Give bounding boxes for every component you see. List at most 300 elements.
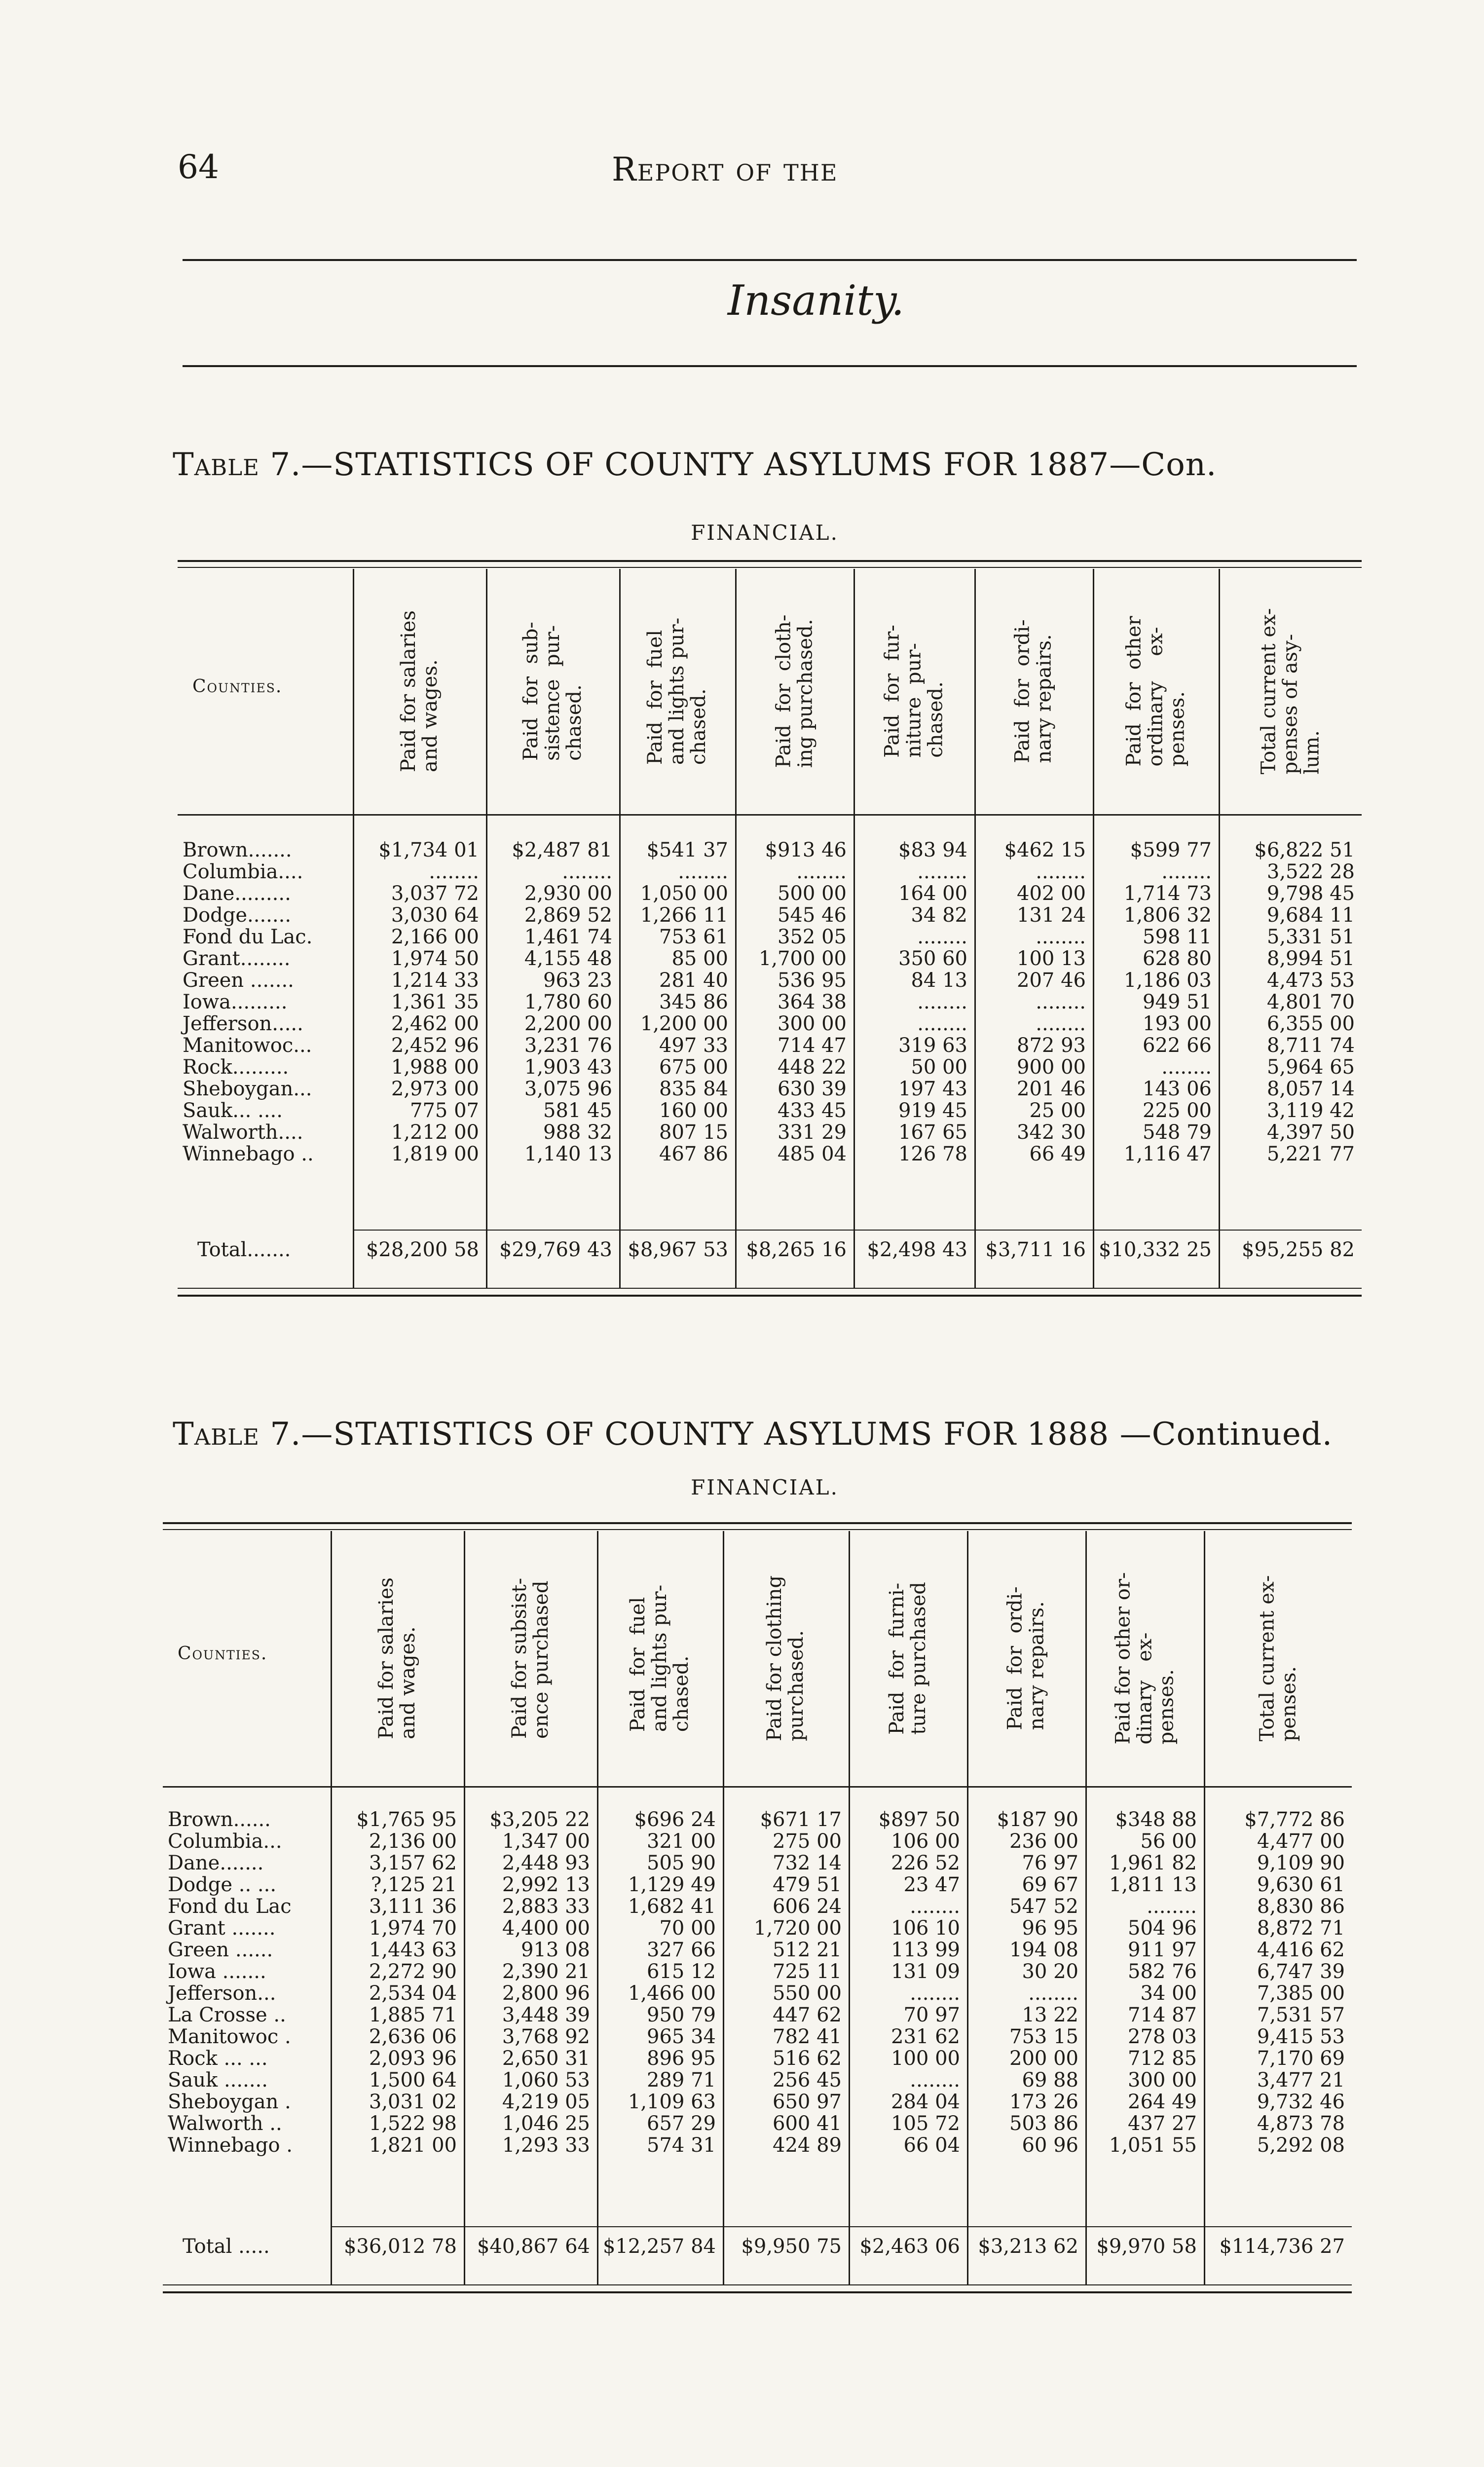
table1-row-value: 364 38: [778, 991, 847, 1013]
table2-row-value: 1,961 82: [1109, 1852, 1197, 1874]
table1-row-value: 1,050 00: [640, 882, 728, 905]
table2-row-value: 3,477 21: [1257, 2069, 1345, 2092]
table1-row-value: 3,075 96: [524, 1078, 612, 1100]
table2-bottom-rule: [163, 2284, 1352, 2285]
table1-row-value: ........: [917, 991, 967, 1013]
table2-row-value: 615 12: [647, 1960, 716, 1983]
table1-row-value: 4,397 50: [1266, 1121, 1355, 1144]
table2-row-value: 105 72: [891, 2112, 960, 2135]
table1-top-rule-2: [178, 567, 1362, 568]
table1-row-county: Green .......: [183, 969, 294, 992]
table1-column-header-text: Paid for fur- niture pur- chased.: [881, 624, 947, 758]
table1-row-value: 675 00: [659, 1056, 728, 1079]
table1-row-value: 988 32: [543, 1121, 612, 1144]
table1-column-header-text: Paid for cloth- ing purchased.: [772, 614, 817, 768]
table2-title-rest: —STATISTICS OF COUNTY ASYLUMS FOR 1888 —Continued.: [301, 1416, 1333, 1453]
table2-row-county: Sauk .......: [168, 2069, 268, 2092]
table2-row-value: 512 21: [773, 1939, 842, 1961]
table2-row-value: 2,534 04: [369, 1982, 457, 2005]
table2-row-value: $348 88: [1115, 1808, 1197, 1831]
table1-column-header-text: Paid for other ordinary ex- penses.: [1122, 616, 1189, 766]
table1-row-value: ........: [429, 860, 479, 883]
table1-row-value: 126 78: [898, 1143, 967, 1165]
table1-row-value: ........: [917, 1012, 967, 1035]
table1-total-value: $2,498 43: [867, 1238, 967, 1261]
table1-row-value: 4,473 53: [1266, 969, 1355, 992]
table2-column-header: [967, 1532, 1085, 1784]
table1-row-value: $462 15: [1004, 839, 1086, 861]
table2-row-value: 2,883 33: [502, 1895, 590, 1918]
table2-row-value: 194 08: [1009, 1939, 1078, 1961]
table2-row-value: 1,060 53: [502, 2069, 590, 2092]
table1-row-value: 2,462 00: [391, 1012, 479, 1035]
table2-total-value: $3,213 62: [978, 2235, 1078, 2258]
table2-row-county: Rock ... ...: [168, 2047, 268, 2070]
table2-row-county: Sheboygan .: [168, 2091, 291, 2113]
table2-row-value: 9,109 90: [1257, 1852, 1345, 1874]
table1-row-county: Winnebago ..: [183, 1143, 314, 1165]
table2-row-value: 547 52: [1009, 1895, 1078, 1918]
table1-row-value: $6,822 51: [1254, 839, 1355, 861]
table1-row-county: Manitowoc...: [183, 1034, 312, 1057]
table2-row-value: 76 97: [1022, 1852, 1078, 1874]
table1-row-value: 319 63: [898, 1034, 967, 1057]
table1-row-value: 1,200 00: [640, 1012, 728, 1035]
table1-row-value: 628 80: [1143, 947, 1212, 970]
table1-row-value: 753 61: [659, 926, 728, 948]
table2-total-value: $9,950 75: [741, 2235, 842, 2258]
table1-row-value: 872 93: [1017, 1034, 1086, 1057]
table2-row-value: 13 22: [1022, 2004, 1078, 2026]
table1-row-value: 448 22: [778, 1056, 847, 1079]
table2-column-header-text: Paid for salaries and wages.: [375, 1577, 419, 1739]
table2-row-value: 3,031 02: [369, 2091, 457, 2113]
table1-row-value: 3,119 42: [1266, 1099, 1355, 1122]
table1-row-value: 1,186 03: [1123, 969, 1212, 992]
table2-row-value: 23 47: [903, 1873, 960, 1896]
table2-row-county: Winnebago .: [168, 2134, 293, 2157]
table1-row-value: 25 00: [1029, 1099, 1086, 1122]
table2-column-header-text: Paid for fuel and lights pur- chased.: [627, 1584, 693, 1732]
table2-row-county: Iowa .......: [168, 1960, 266, 1983]
table1-row-value: 1,780 60: [524, 991, 612, 1013]
table2-row-value: 504 96: [1128, 1917, 1197, 1940]
table1-row-value: 8,994 51: [1266, 947, 1355, 970]
table1-row-value: $1,734 01: [378, 839, 479, 861]
table1-header-rule: [178, 814, 1362, 816]
table1-row-value: 1,988 00: [391, 1056, 479, 1079]
table2-row-value: 1,129 49: [628, 1873, 716, 1896]
table2-total-value: $2,463 06: [859, 2235, 960, 2258]
table1-row-value: 1,819 00: [391, 1143, 479, 1165]
table1-row-value: 485 04: [778, 1143, 847, 1165]
table2-row-value: 4,400 00: [502, 1917, 590, 1940]
table2-row-county: Grant .......: [168, 1917, 276, 1940]
table1-row-value: 1,700 00: [758, 947, 847, 970]
table2-total-value: $9,970 58: [1096, 2235, 1197, 2258]
table1-column-header-text: Paid for ordi- nary repairs.: [1011, 619, 1056, 763]
table1-row-value: 581 45: [543, 1099, 612, 1122]
table1-row-value: 775 07: [410, 1099, 479, 1122]
table2-row-value: 8,830 86: [1257, 1895, 1345, 1918]
table2-row-value: $671 17: [760, 1808, 842, 1831]
table2-row-value: 574 31: [647, 2134, 716, 2157]
table2-row-value: 1,885 71: [369, 2004, 457, 2026]
table2-column-header-text: Total current ex- penses.: [1256, 1575, 1300, 1741]
table2-row-value: 650 97: [773, 2091, 842, 2113]
table1-row-county: Dane.........: [183, 882, 291, 905]
table2-row-county: La Crosse ..: [168, 2004, 286, 2026]
table1-row-county: Jefferson.....: [183, 1012, 303, 1035]
table1-row-value: 545 46: [778, 904, 847, 927]
table2-row-value: ........: [910, 1982, 960, 2005]
table2-row-value: 2,272 90: [369, 1960, 457, 1983]
table2-counties-header: Counties.: [178, 1643, 268, 1664]
table2-row-value: 96 95: [1022, 1917, 1078, 1940]
table2-total-rule: [331, 2226, 1352, 2227]
table2-row-county: Walworth ..: [168, 2112, 282, 2135]
table1-column-header: [486, 570, 619, 812]
table2-row-value: 284 04: [891, 2091, 960, 2113]
table2-row-value: 712 85: [1128, 2047, 1197, 2070]
table1-row-value: 1,361 35: [391, 991, 479, 1013]
table2-row-value: 1,466 00: [628, 1982, 716, 2005]
table2-row-value: 66 04: [903, 2134, 960, 2157]
table1-row-county: Grant........: [183, 947, 291, 970]
table2-column-header: [597, 1532, 723, 1784]
table1-row-value: 85 00: [671, 947, 728, 970]
table2-row-value: 106 10: [891, 1917, 960, 1940]
table1-title-rest: —STATISTICS OF COUNTY ASYLUMS FOR 1887—Con.: [301, 447, 1217, 483]
table1-row-value: ........: [1036, 991, 1086, 1013]
table1-row-value: 807 15: [659, 1121, 728, 1144]
table1-title: [173, 447, 1357, 483]
table2-row-value: 3,768 92: [502, 2025, 590, 2048]
table2-row-value: 30 20: [1022, 1960, 1078, 1983]
table2-row-county: Dane.......: [168, 1852, 264, 1874]
table1-row-value: ........: [1036, 926, 1086, 948]
table2-bottom-rule-2: [163, 2291, 1352, 2293]
table2-row-value: 4,416 62: [1257, 1939, 1345, 1961]
table2-row-value: 516 62: [773, 2047, 842, 2070]
table1-row-value: 9,684 11: [1266, 904, 1355, 927]
table1-row-county: Columbia....: [183, 860, 303, 883]
table1-row-value: 548 79: [1143, 1121, 1212, 1144]
table2-row-value: 106 00: [891, 1830, 960, 1853]
table2-row-value: 278 03: [1128, 2025, 1197, 2048]
table1-subtitle: FINANCIAL.: [691, 521, 839, 545]
table2-row-value: 2,800 96: [502, 1982, 590, 2005]
table2-top-rule: [163, 1522, 1352, 1524]
table2-row-value: ........: [1028, 1982, 1078, 2005]
table1-row-value: 963 23: [543, 969, 612, 992]
table1-row-value: 100 13: [1017, 947, 1086, 970]
table1-row-value: ........: [1036, 860, 1086, 883]
table2-row-value: $897 50: [878, 1808, 960, 1831]
table2-column-header: [723, 1532, 849, 1784]
table2-column-header: [331, 1532, 464, 1784]
table1-row-value: ........: [562, 860, 612, 883]
table1-row-value: 345 86: [659, 991, 728, 1013]
table1-row-value: 4,155 48: [524, 947, 612, 970]
table2-row-county: Green ......: [168, 1939, 273, 1961]
table1-row-value: ........: [917, 860, 967, 883]
table2-row-value: $1,765 95: [356, 1808, 457, 1831]
table2-row-value: 7,385 00: [1257, 1982, 1345, 2005]
table1-column-header-text: Paid for salaries and wages.: [397, 610, 442, 772]
table1-column-header: [853, 570, 974, 812]
table2-row-value: 1,109 63: [628, 2091, 716, 2113]
table2-row-value: 173 26: [1009, 2091, 1078, 2113]
table1-row-county: Fond du Lac.: [183, 926, 313, 948]
table1-row-value: 402 00: [1017, 882, 1086, 905]
table2-row-value: 3,448 39: [502, 2004, 590, 2026]
table1-row-value: $83 94: [898, 839, 967, 861]
table2-row-value: 1,046 25: [502, 2112, 590, 2135]
table1-column-header: [735, 570, 853, 812]
table1-row-value: 6,355 00: [1266, 1012, 1355, 1035]
table2-row-value: 447 62: [773, 2004, 842, 2026]
table2-row-value: 424 89: [773, 2134, 842, 2157]
table2-row-value: 3,157 62: [369, 1852, 457, 1874]
table1-row-value: 497 33: [659, 1034, 728, 1057]
table2-row-value: 1,500 64: [369, 2069, 457, 2092]
table2-row-value: 200 00: [1009, 2047, 1078, 2070]
table1-row-value: 300 00: [778, 1012, 847, 1035]
table2-row-value: 753 15: [1009, 2025, 1078, 2048]
table2-row-value: 9,630 61: [1257, 1873, 1345, 1896]
table1-row-value: 8,711 74: [1266, 1034, 1355, 1057]
table1-row-value: 66 49: [1029, 1143, 1086, 1165]
table1-row-value: 2,200 00: [524, 1012, 612, 1035]
table1-row-value: 622 66: [1143, 1034, 1212, 1057]
table2-row-value: 5,292 08: [1257, 2134, 1345, 2157]
table1-row-value: $913 46: [765, 839, 847, 861]
table1-row-value: 34 82: [911, 904, 967, 927]
table2-column-header-text: Paid for clothing purchased.: [763, 1575, 808, 1741]
table2-row-value: 34 00: [1140, 1982, 1197, 2005]
table1-title-lead: Table 7.: [173, 447, 301, 483]
table1-row-value: 197 43: [898, 1078, 967, 1100]
table1-total-rule: [353, 1230, 1362, 1231]
table1-row-value: 5,331 51: [1266, 926, 1355, 948]
table1-column-header: [1219, 570, 1362, 812]
table2-row-value: 6,747 39: [1257, 1960, 1345, 1983]
table2-title-lead: Table 7.: [173, 1416, 301, 1453]
table1-row-value: 1,116 47: [1123, 1143, 1212, 1165]
table1-row-value: ........: [1161, 1056, 1212, 1079]
table2-top-rule-2: [163, 1529, 1352, 1530]
table2-row-value: 550 00: [773, 1982, 842, 2005]
table1-row-county: Iowa.........: [183, 991, 288, 1013]
table1-row-value: 630 39: [778, 1078, 847, 1100]
table2-row-value: 606 24: [773, 1895, 842, 1918]
table2-row-value: $696 24: [634, 1808, 716, 1831]
table2-row-value: 437 27: [1128, 2112, 1197, 2135]
table1-row-value: 1,714 73: [1123, 882, 1212, 905]
table2-column-header: [1085, 1532, 1204, 1784]
table1-row-value: 598 11: [1143, 926, 1212, 948]
table1-row-value: 1,214 33: [391, 969, 479, 992]
table1-row-value: 207 46: [1017, 969, 1086, 992]
table2-row-value: 113 99: [891, 1939, 960, 1961]
table1-row-value: 1,903 43: [524, 1056, 612, 1079]
table2-row-value: 2,650 31: [502, 2047, 590, 2070]
table2-row-county: Fond du Lac: [168, 1895, 292, 1918]
table1-total-value: $8,265 16: [746, 1238, 847, 1261]
table1-row-county: Walworth....: [183, 1121, 303, 1144]
table2-row-value: ........: [910, 2069, 960, 2092]
table2-subtitle: FINANCIAL.: [691, 1475, 839, 1499]
table2-row-value: 70 00: [659, 1917, 716, 1940]
table2-row-value: 1,682 41: [628, 1895, 716, 1918]
table1-row-value: $2,487 81: [512, 839, 612, 861]
table2-row-value: $187 90: [997, 1808, 1078, 1831]
table1-row-value: 1,806 32: [1123, 904, 1212, 927]
table2-row-value: $7,772 86: [1244, 1808, 1345, 1831]
table1-total-value: $3,711 16: [985, 1238, 1086, 1261]
table2-row-value: 600 41: [773, 2112, 842, 2135]
table2-row-value: $3,205 22: [489, 1808, 590, 1831]
table1-row-value: 4,801 70: [1266, 991, 1355, 1013]
table1-row-value: 433 45: [778, 1099, 847, 1122]
table2-total-value: $40,867 64: [477, 2235, 590, 2258]
table2-row-value: 100 00: [891, 2047, 960, 2070]
table2-row-value: 69 67: [1022, 1873, 1078, 1896]
table2-row-value: 275 00: [773, 1830, 842, 1853]
table1-row-value: ........: [1161, 860, 1212, 883]
table1-row-value: 350 60: [898, 947, 967, 970]
table1-row-value: 500 00: [778, 882, 847, 905]
table1-bottom-rule: [178, 1288, 1362, 1289]
table1-column-header-text: Total current ex- penses of asy- lum.: [1257, 608, 1324, 774]
table2-row-value: 913 08: [521, 1939, 590, 1961]
table1-row-county: Sheboygan...: [183, 1078, 312, 1100]
page-number: 64: [178, 148, 219, 186]
table1-row-value: 8,057 14: [1266, 1078, 1355, 1100]
table1-row-value: 143 06: [1143, 1078, 1212, 1100]
table1-row-value: ........: [917, 926, 967, 948]
header-rule: [183, 259, 1357, 261]
table1-row-value: 2,930 00: [524, 882, 612, 905]
table2-row-value: 782 41: [773, 2025, 842, 2048]
table2-total-label: Total .....: [183, 2235, 270, 2258]
table1-row-value: 1,974 50: [391, 947, 479, 970]
table1-row-value: 331 29: [778, 1121, 847, 1144]
table1-row-value: 193 00: [1143, 1012, 1212, 1035]
table2-total-value: $12,257 84: [602, 2235, 716, 2258]
table2-row-value: 1,347 00: [502, 1830, 590, 1853]
table1-column-header-text: Paid for sub- sistence pur- chased.: [519, 621, 586, 761]
table2-row-value: 7,170 69: [1257, 2047, 1345, 2070]
table2-row-value: 1,443 63: [369, 1939, 457, 1961]
table1-column-header: [974, 570, 1093, 812]
table2-row-value: 1,522 98: [369, 2112, 457, 2135]
table2-row-value: 69 88: [1022, 2069, 1078, 2092]
table2-row-value: 965 34: [647, 2025, 716, 2048]
table2-total-value: $36,012 78: [343, 2235, 457, 2258]
table2-row-value: 321 00: [647, 1830, 716, 1853]
table2-row-value: 657 29: [647, 2112, 716, 2135]
table2-row-value: 4,219 05: [502, 2091, 590, 2113]
table2-row-county: Columbia...: [168, 1830, 282, 1853]
table1-total-value: $8,967 53: [628, 1238, 728, 1261]
table2-row-value: 300 00: [1128, 2069, 1197, 2092]
table2-row-value: 732 14: [773, 1852, 842, 1874]
table2-row-value: 9,415 53: [1257, 2025, 1345, 2048]
table1-bottom-rule-2: [178, 1295, 1362, 1297]
table2-row-value: 479 51: [773, 1873, 842, 1896]
table2-row-value: 226 52: [891, 1852, 960, 1874]
table2-row-county: Brown......: [168, 1808, 271, 1831]
section-title: Insanity.: [727, 276, 905, 325]
table1-row-value: 3,522 28: [1266, 860, 1355, 883]
table1-row-value: 281 40: [659, 969, 728, 992]
section-rule: [183, 365, 1357, 367]
table2-row-value: 503 86: [1009, 2112, 1078, 2135]
table2-row-value: 1,811 13: [1109, 1873, 1197, 1896]
table1-total-value: $10,332 25: [1098, 1238, 1212, 1261]
table1-row-value: 536 95: [778, 969, 847, 992]
table2-row-value: 231 62: [891, 2025, 960, 2048]
table1-row-county: Sauk... ....: [183, 1099, 283, 1122]
table1-row-value: ........: [1036, 1012, 1086, 1035]
table1-column-header: [353, 570, 486, 812]
table2-title: [173, 1416, 1357, 1453]
table2-row-county: Jefferson...: [168, 1982, 276, 2005]
table1-row-value: 225 00: [1143, 1099, 1212, 1122]
table1-row-county: Rock.........: [183, 1056, 289, 1079]
table2-row-value: 327 66: [647, 1939, 716, 1961]
table2-row-value: 8,872 71: [1257, 1917, 1345, 1940]
table1-row-value: 167 65: [898, 1121, 967, 1144]
table1-row-value: 900 00: [1017, 1056, 1086, 1079]
table1-row-value: 9,798 45: [1266, 882, 1355, 905]
table1-total-value: $28,200 58: [366, 1238, 479, 1261]
table1-row-value: 50 00: [911, 1056, 967, 1079]
table1-row-value: 2,166 00: [391, 926, 479, 948]
table2-row-value: 264 49: [1128, 2091, 1197, 2113]
table1-row-value: 714 47: [778, 1034, 847, 1057]
table2-column-header: [464, 1532, 597, 1784]
table2-row-value: 3,111 36: [369, 1895, 457, 1918]
table1-row-value: 84 13: [911, 969, 967, 992]
table1-top-rule: [178, 560, 1362, 562]
table2-row-value: 1,720 00: [753, 1917, 842, 1940]
table1-row-value: 2,452 96: [391, 1034, 479, 1057]
table2-row-county: Dodge .. ...: [168, 1873, 277, 1896]
table2-row-value: 236 00: [1009, 1830, 1078, 1853]
table2-row-value: ........: [910, 1895, 960, 1918]
table2-row-value: 896 95: [647, 2047, 716, 2070]
table2-row-value: 714 87: [1128, 2004, 1197, 2026]
table1-row-value: 160 00: [659, 1099, 728, 1122]
table1-row-value: 949 51: [1143, 991, 1212, 1013]
table2-column-header-text: Paid for furni- ture purchased: [886, 1581, 930, 1735]
table2-column-header-text: Paid for other or- dinary ex- penses.: [1112, 1572, 1178, 1744]
table1-row-value: 352 05: [778, 926, 847, 948]
table1-total-value: $29,769 43: [499, 1238, 612, 1261]
table2-row-value: 289 71: [647, 2069, 716, 2092]
table1-column-header-text: Paid for fuel and lights pur- chased.: [644, 617, 710, 765]
table2-row-value: 4,477 00: [1257, 1830, 1345, 1853]
table1-total-label: Total.......: [197, 1238, 291, 1261]
table1-total-value: $95,255 82: [1241, 1238, 1355, 1261]
table1-row-value: 467 86: [659, 1143, 728, 1165]
table1-row-value: 919 45: [898, 1099, 967, 1122]
table2-row-value: 2,448 93: [502, 1852, 590, 1874]
table1-row-value: 1,461 74: [524, 926, 612, 948]
